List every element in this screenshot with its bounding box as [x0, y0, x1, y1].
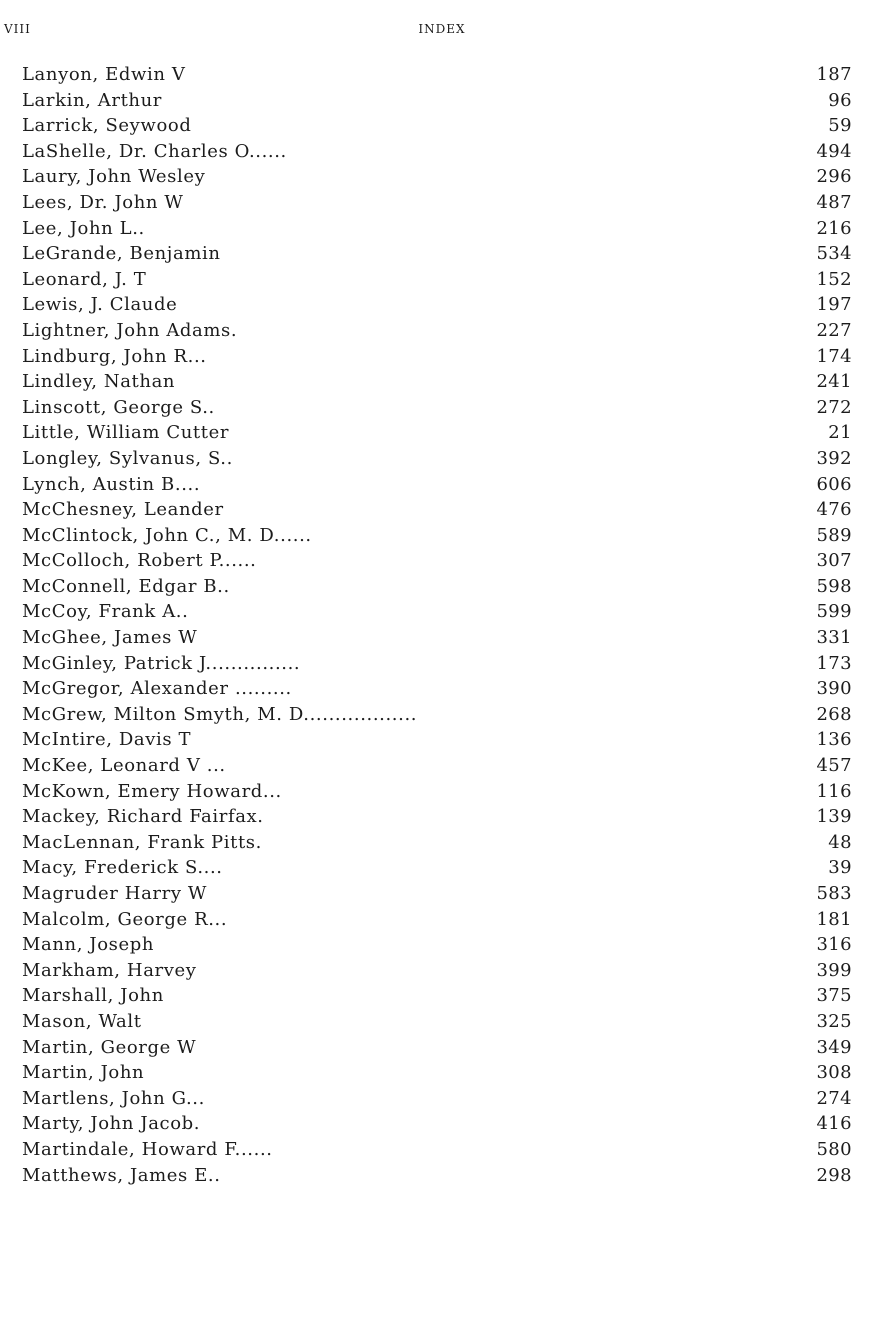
entry-name: McGhee, James W — [22, 627, 198, 649]
entry-page-number: 268 — [816, 703, 852, 725]
entry-name: Lynch, Austin B.... — [22, 473, 201, 495]
entry-page-number: 116 — [816, 780, 852, 802]
entry-page-number: 331 — [816, 627, 852, 649]
entry-page-number: 216 — [816, 217, 852, 239]
entry-page-number: 390 — [816, 678, 852, 700]
entry-name: Macy, Frederick S.... — [22, 857, 223, 879]
entry-name: Lindley, Nathan — [22, 371, 176, 393]
index-entry — [22, 1086, 852, 1112]
entry-page-number: 187 — [816, 64, 852, 85]
index-entry — [22, 62, 852, 88]
entry-page-number: 307 — [816, 550, 852, 572]
entry-name: McChesney, Leander — [22, 499, 224, 521]
index-entry — [22, 548, 852, 574]
entry-page-number: 48 — [828, 831, 852, 853]
index-entry — [22, 369, 852, 395]
entry-page-number: 21 — [828, 422, 852, 444]
entry-name: McCoy, Frank A.. — [22, 601, 189, 623]
index-entry — [22, 727, 852, 753]
entry-page-number: 399 — [816, 959, 852, 981]
entry-name: McKee, Leonard V ... — [22, 755, 226, 777]
index-entry — [22, 164, 852, 190]
entry-page-number: 599 — [816, 601, 852, 623]
index-entry — [22, 318, 852, 344]
index-entry — [22, 958, 852, 984]
index-entry — [22, 292, 852, 318]
entry-page-number: 308 — [816, 1062, 852, 1084]
entry-page-number: 589 — [816, 524, 852, 546]
entry-name: LeGrande, Benjamin — [22, 243, 221, 265]
entry-page-number: 139 — [816, 806, 852, 828]
entry-page-number: 476 — [816, 499, 852, 521]
index-entry — [22, 395, 852, 421]
index-entry — [22, 625, 852, 651]
entry-name: Magruder Harry W — [22, 883, 208, 904]
entry-name: McGinley, Patrick J............... — [22, 652, 301, 674]
index-entry — [22, 472, 852, 498]
entry-page-number: 152 — [816, 268, 852, 290]
index-entry — [22, 599, 852, 625]
index-entry — [22, 804, 852, 830]
index-entry — [22, 1137, 852, 1163]
entry-name: McClintock, John C., M. D...... — [22, 524, 312, 546]
entry-name: Linscott, George S.. — [22, 396, 215, 418]
index-entry — [22, 1111, 852, 1137]
entry-name: McKown, Emery Howard... — [22, 780, 282, 802]
index-entry — [22, 420, 852, 446]
entry-page-number: 174 — [816, 345, 852, 367]
index-entry — [22, 1163, 852, 1189]
entry-name: Leonard, J. T — [22, 268, 147, 290]
entry-page-number: 227 — [816, 319, 852, 341]
index-entry — [22, 216, 852, 242]
index-entry — [22, 267, 852, 293]
entry-name: Mackey, Richard Fairfax. — [22, 806, 264, 828]
entry-page-number: 487 — [816, 191, 852, 213]
entry-name: Mason, Walt — [22, 1010, 142, 1032]
entry-page-number: 296 — [816, 166, 852, 188]
entry-page-number: 96 — [828, 89, 852, 111]
entry-page-number: 173 — [816, 652, 852, 674]
entry-name: Larrick, Seywood — [22, 115, 192, 137]
entry-name: Lee, John L.. — [22, 217, 145, 239]
entry-name: LaShelle, Dr. Charles O...... — [22, 140, 287, 162]
index-entry — [22, 779, 852, 805]
entry-page-number: 59 — [828, 115, 852, 137]
entry-name: McIntire, Davis T — [22, 729, 192, 751]
entry-name: Marshall, John — [22, 985, 164, 1007]
entry-page-number: 392 — [816, 447, 852, 469]
entry-page-number: 598 — [816, 575, 852, 597]
entry-name: Matthews, James E.. — [22, 1164, 221, 1186]
index-entry — [22, 907, 852, 933]
index-entry — [22, 88, 852, 114]
index-entry — [22, 241, 852, 267]
index-entry — [22, 702, 852, 728]
entry-name: Marty, John Jacob. — [22, 1113, 201, 1135]
entry-page-number: 39 — [828, 857, 852, 879]
entry-page-number: 416 — [816, 1113, 852, 1135]
entry-name: Martin, John — [22, 1062, 145, 1084]
entry-page-number: 349 — [816, 1036, 852, 1058]
entry-page-number: 272 — [816, 396, 852, 418]
index-list — [22, 62, 852, 1188]
index-entry — [22, 983, 852, 1009]
index-entry — [22, 344, 852, 370]
entry-name: Martlens, John G... — [22, 1087, 205, 1109]
entry-page-number: 197 — [816, 294, 852, 316]
entry-name: Mann, Joseph — [22, 934, 155, 956]
index-entry — [22, 753, 852, 779]
entry-page-number: 494 — [816, 140, 852, 162]
index-entry — [22, 523, 852, 549]
entry-page-number: 316 — [816, 934, 852, 956]
index-entry — [22, 1035, 852, 1061]
entry-name: McGrew, Milton Smyth, M. D.................. — [22, 703, 418, 725]
index-entry — [22, 830, 852, 856]
entry-name: Larkin, Arthur — [22, 89, 163, 111]
entry-page-number: 325 — [816, 1010, 852, 1032]
entry-page-number: 274 — [816, 1087, 852, 1109]
index-entry — [22, 574, 852, 600]
entry-page-number: 241 — [816, 371, 852, 393]
page-number: VIII — [4, 22, 31, 36]
index-entry — [22, 190, 852, 216]
entry-page-number: 375 — [816, 985, 852, 1007]
entry-name: Markham, Harvey — [22, 959, 197, 981]
entry-page-number: 534 — [816, 243, 852, 265]
entry-name: Lewis, J. Claude — [22, 294, 178, 316]
entry-name: Lindburg, John R... — [22, 345, 207, 367]
index-entry — [22, 497, 852, 523]
index-entry — [22, 676, 852, 702]
entry-page-number: 583 — [816, 883, 852, 904]
entry-page-number: 606 — [816, 473, 852, 495]
entry-page-number: 457 — [816, 755, 852, 777]
entry-name: Martindale, Howard F...... — [22, 1138, 273, 1160]
index-entry — [22, 1060, 852, 1086]
entry-name: McGregor, Alexander ......... — [22, 678, 292, 700]
entry-name: Lightner, John Adams. — [22, 319, 238, 341]
entry-name: Lees, Dr. John W — [22, 191, 184, 213]
entry-page-number: 181 — [816, 908, 852, 930]
entry-name: Malcolm, George R... — [22, 908, 228, 930]
index-entry — [22, 855, 852, 881]
entry-page-number: 580 — [816, 1138, 852, 1160]
entry-page-number: 298 — [816, 1164, 852, 1186]
index-entry — [22, 881, 852, 907]
entry-name: Little, William Cutter — [22, 422, 230, 444]
index-entry — [22, 1009, 852, 1035]
index-entry — [22, 113, 852, 139]
entry-name: Laury, John Wesley — [22, 166, 206, 188]
index-entry — [22, 651, 852, 677]
entry-name: Lanyon, Edwin V — [22, 64, 186, 85]
entry-page-number: 136 — [816, 729, 852, 751]
entry-name: McConnell, Edgar B.. — [22, 575, 230, 597]
index-entry — [22, 932, 852, 958]
index-entry — [22, 139, 852, 165]
entry-name: Longley, Sylvanus, S.. — [22, 447, 233, 469]
entry-name: Martin, George W — [22, 1036, 197, 1058]
entry-name: McColloch, Robert P...... — [22, 550, 257, 572]
running-head: INDEX — [418, 22, 466, 36]
entry-name: MacLennan, Frank Pitts. — [22, 831, 262, 853]
index-entry — [22, 446, 852, 472]
